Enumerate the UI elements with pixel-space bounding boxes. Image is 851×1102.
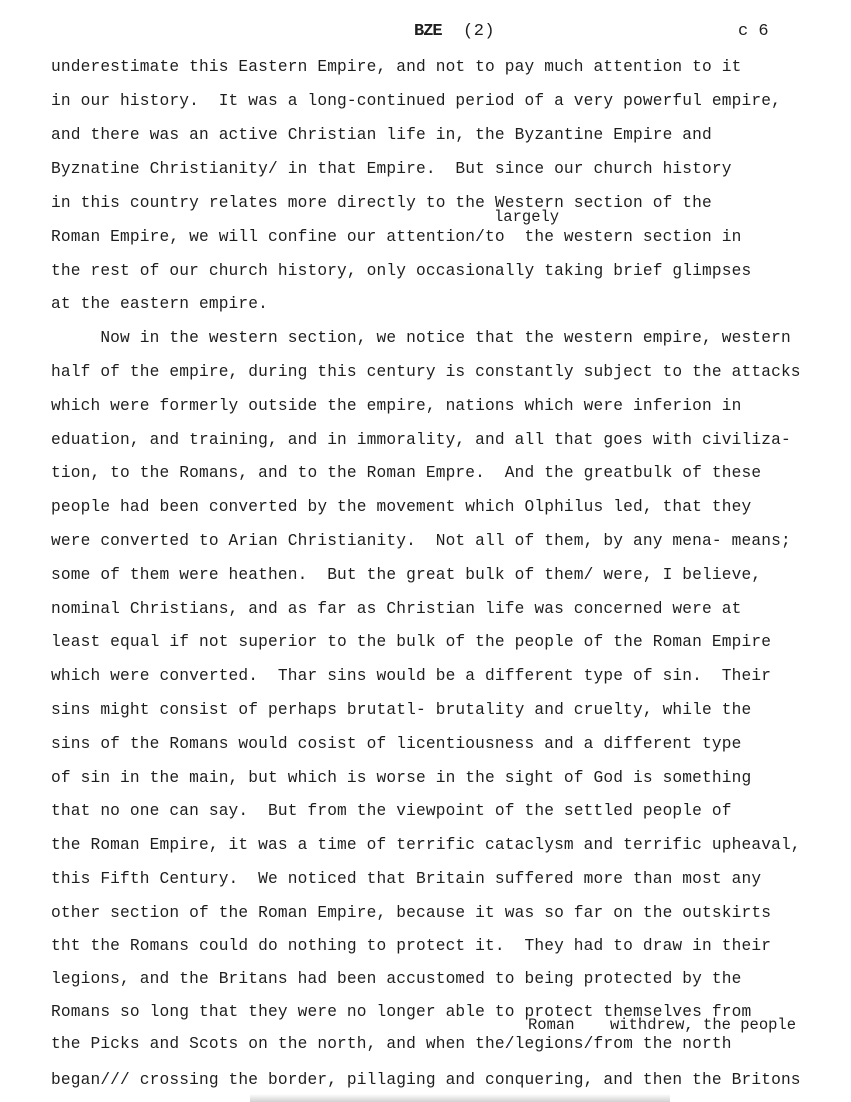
- text-line: legions, and the Britans had been accustomed to being protected by the: [51, 970, 742, 988]
- text-line: which were formerly outside the empire, nations which were inferion in: [51, 397, 742, 415]
- text-line: other section of the Roman Empire, because it was so far on the outskirts: [51, 904, 772, 922]
- struck-page-reference: BZE: [414, 22, 442, 41]
- text-line: were converted to Arian Christianity. Not all of them, by any mena- means;: [51, 532, 791, 550]
- text-line: sins might consist of perhaps brutatl- brutality and cruelty, while the: [51, 701, 752, 719]
- text-line: at the eastern empire.: [51, 295, 269, 313]
- text-line: the Picks and Scots on the north, and when the/legions/from the north: [51, 1035, 732, 1053]
- text-line: half of the empire, during this century is constantly subject to the attacks: [51, 363, 801, 381]
- text-line: began/// crossing the border, pillaging and conquering, and then the Britons: [51, 1071, 801, 1089]
- interlinear-insertion: withdrew, the people: [610, 1016, 797, 1034]
- page-reference: [414, 22, 495, 41]
- page-number: (2): [463, 22, 496, 41]
- text-line: and there was an active Christian life in, the Byzantine Empire and: [51, 126, 712, 144]
- text-line: Byznatine Christianity/ in that Empire. But since our church history: [51, 160, 732, 178]
- text-line: in our history. It was a long-continued period of a very powerful empire,: [51, 92, 781, 110]
- text-line: the Roman Empire, it was a time of terrific cataclysm and terrific upheaval,: [51, 836, 801, 854]
- interlinear-insertion: largely: [494, 208, 560, 226]
- text-line: which were converted. Thar sins would be a different type of sin. Their: [51, 667, 772, 685]
- text-line: some of them were heathen. But the great bulk of them/ were, I believe,: [51, 566, 762, 584]
- text-line: tht the Romans could do nothing to protect it. They had to draw in their: [51, 937, 772, 955]
- text-line: the rest of our church history, only occasionally taking brief glimpses: [51, 262, 752, 280]
- page-header: [0, 18, 851, 44]
- text-line: that no one can say. But from the viewpoint of the settled people of: [51, 802, 732, 820]
- text-line: Romans so long that they were no longer able to protect themselves from: [51, 1003, 752, 1021]
- text-line: eduation, and training, and in immorality, and all that goes with civiliza-: [51, 431, 791, 449]
- text-line: of sin in the main, but which is worse in the sight of God is something: [51, 769, 752, 787]
- text-line: this Fifth Century. We noticed that Britain suffered more than most any: [51, 870, 762, 888]
- scan-edge-shadow: [250, 1094, 670, 1102]
- page-code: c 6: [738, 22, 769, 41]
- interlinear-insertion: Roman: [528, 1016, 575, 1034]
- text-line: tion, to the Romans, and to the Roman Empre. And the greatbulk of these: [51, 464, 762, 482]
- text-line: sins of the Romans would cosist of licentiousness and a different type: [51, 735, 742, 753]
- text-line: least equal if not superior to the bulk of the people of the Roman Empire: [51, 633, 772, 651]
- text-line: in this country relates more directly to the Western section of the: [51, 194, 712, 212]
- text-line: Roman Empire, we will confine our attention/to the western section in: [51, 228, 742, 246]
- text-line: nominal Christians, and as far as Christian life was concerned were at: [51, 600, 742, 618]
- text-line: people had been converted by the movement which Olphilus led, that they: [51, 498, 752, 516]
- paragraph-start-line: Now in the western section, we notice that the western empire, western: [51, 329, 791, 347]
- text-line: underestimate this Eastern Empire, and not to pay much attention to it: [51, 58, 742, 76]
